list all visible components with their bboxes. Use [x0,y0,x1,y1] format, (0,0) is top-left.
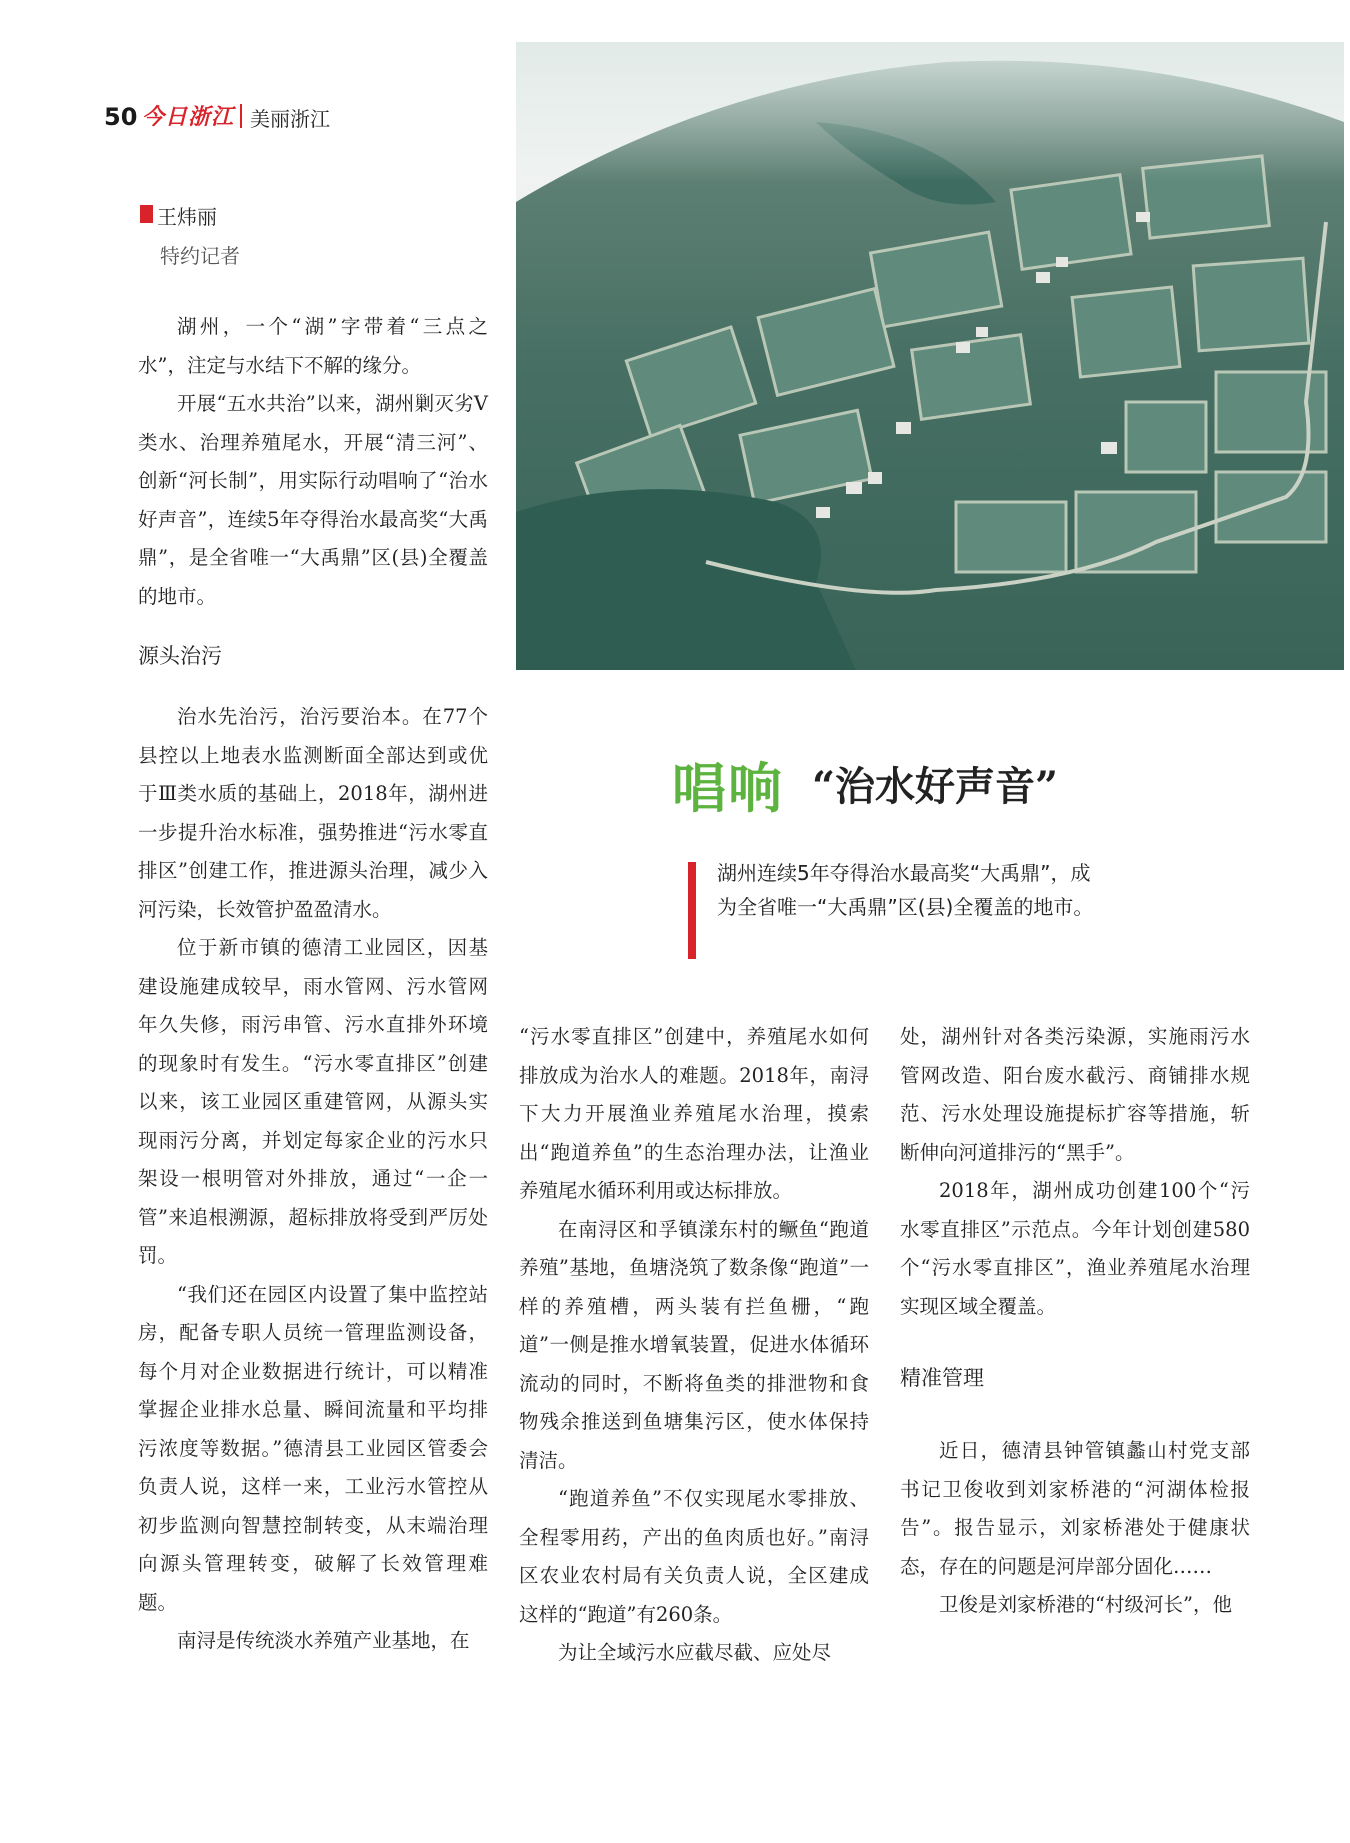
pull-quote: 湖州连续5年夺得治水最高奖“大禹鼎”，成为全省唯一“大禹鼎”区(县)全覆盖的地市。 [717,861,1094,919]
paragraph: “我们还在园区内设置了集中监控站房，配备专职人员统一管理监测设备，每个月对企业数据进行统计，可以精准掌握企业排水总量、瞬间流量和平均排污浓度等数据。”德清县工业园区管委会负责人说，这样一来，工业污水管控从初步监测向智慧控制转变，从末端治理向源头管理转变，破解了长效管理难题。 [138,1282,488,1614]
article-column-1 [138,308,488,1661]
paragraph: 2018年，湖州成功创建100个“污水零直排区”示范点。今年计划创建580个“污水零直排区”，渔业养殖尾水治理实现区域全覆盖。 [900,1179,1250,1318]
paragraph: “跑道养鱼”不仅实现尾水零排放、全程零用药，产出的鱼肉质也好。”南浔区农业农村局有关负责人说，全区建成这样的“跑道”有260条。 [519,1487,869,1626]
article-column-3 [900,1018,1250,1625]
header-divider [240,104,242,128]
pull-quote-bar [688,862,696,959]
author-role: 特约记者 [160,244,240,268]
page-number: 50 [104,103,138,131]
paragraph: 为让全域污水应截尽截、应处尽 [558,1641,832,1664]
paragraph: 开展“五水共治”以来，湖州剿灭劣Ⅴ类水、治理养殖尾水，开展“清三河”、创新“河长制”，用实际行动唱响了“治水好声音”，连续5年夺得治水最高奖“大禹鼎”，是全省唯一“大禹鼎”区(县)全覆盖的地市。 [138,392,488,608]
paragraph: 湖州，一个“湖”字带着“三点之水”，注定与水结下不解的缘分。 [138,315,488,377]
headline-main: “治水好声音” [812,763,1059,810]
article-column-2 [519,1018,869,1673]
paragraph: 位于新市镇的德清工业园区，因基建设施建成较早，雨水管网、污水管网年久失修，雨污串管、污水直排外环境的现象时有发生。“污水零直排区”创建以来，该工业园区重建管网，从源头实现雨污分离，并划定每家企业的污水只架设一根明管对外排放，通过“一企一管”来追根溯源，超标排放将受到严厉处罚。 [138,936,488,1267]
publication-logo: 今日浙江 [142,104,235,130]
paragraph: 处，湖州针对各类污染源，实施雨污水管网改造、阳台废水截污、商铺排水规范、污水处理设施提标扩容等措施，斩断伸向河道排污的“黑手”。 [900,1025,1250,1164]
paragraph: 南浔是传统淡水养殖产业基地，在 [177,1629,470,1652]
section-name: 美丽浙江 [250,107,330,131]
paragraph: “污水零直排区”创建中，养殖尾水如何排放成为治水人的难题。2018年，南浔下大力开展渔业养殖尾水治理，摸索出“跑道养鱼”的生态治理办法，让渔业养殖尾水循环利用或达标排放。 [519,1025,869,1202]
aerial-fish-pond-photo [516,42,1344,670]
paragraph: 近日，德清县钟管镇蠡山村党支部书记卫俊收到刘家桥港的“河湖体检报告”。报告显示，刘家桥港处于健康状态，存在的问题是河岸部分固化…… [900,1439,1250,1578]
section-heading: 源头治污 [138,644,222,668]
byline-marker [140,205,153,223]
author-name: 王炜丽 [157,205,217,229]
headline-accent: 唱响 [672,757,784,820]
paragraph: 在南浔区和孚镇漾东村的鳜鱼“跑道养殖”基地，鱼塘浇筑了数条像“跑道”一样的养殖槽，两头装有拦鱼栅，“跑道”一侧是推水增氧装置，促进水体循环流动的同时，不断将鱼类的排泄物和食物残余推送到鱼塘集污区，使水体保持清洁。 [519,1217,869,1472]
paragraph: 治水先治污，治污要治本。在77个县控以上地表水监测断面全部达到或优于Ⅲ类水质的基础上，2018年，湖州进一步提升治水标准，强势推进“污水零直排区”创建工作，推进源头治理，减少入河污染，长效管护盈盈清水。 [138,705,488,921]
paragraph: 卫俊是刘家桥港的“村级河长”，他 [939,1593,1232,1616]
section-heading: 精准管理 [900,1366,984,1390]
